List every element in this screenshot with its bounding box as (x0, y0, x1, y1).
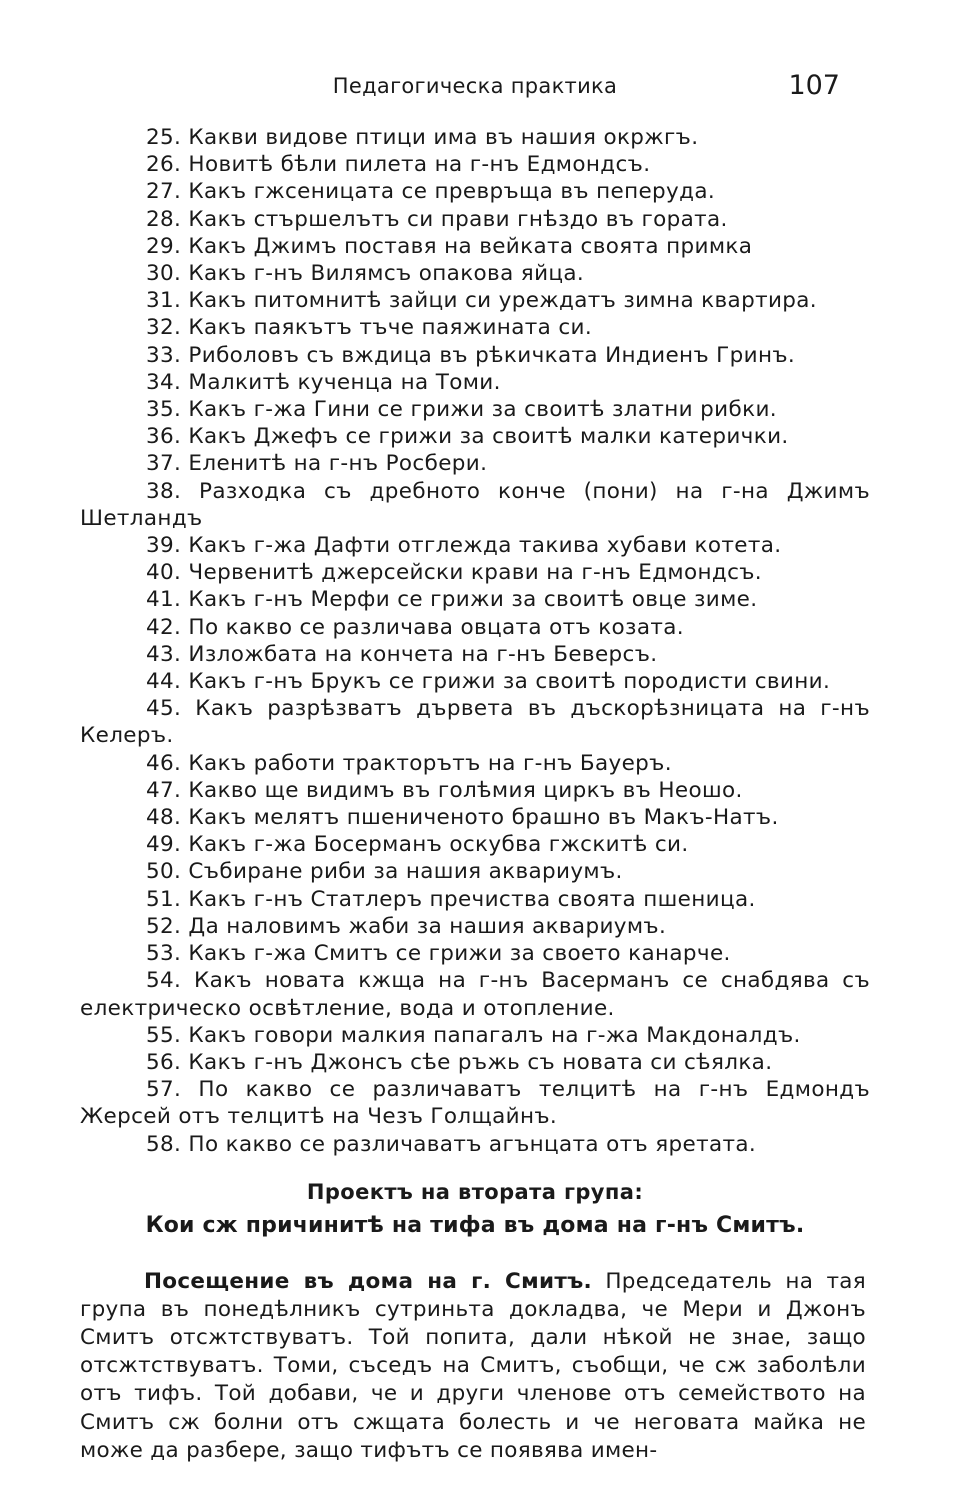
list-item: 26. Новитѣ бѣли пилета на г-нъ Едмондсъ. (146, 152, 651, 178)
paragraph-lead: Посещение въ дома на г. Смитъ. (144, 1268, 593, 1294)
list-item: 43. Изложбата на кончета на г-нъ Беверсъ. (146, 641, 658, 667)
list-item: 54. Какъ новата кжща на г-нъ Васерманъ се снабдява съ електрическо освѣтление, вода и отопление. (80, 968, 870, 1021)
running-title: Педагогическа практика (332, 74, 618, 98)
list-item: 55. Какъ говори малкия папагалъ на г-жа Макдоналдъ. (146, 1022, 801, 1048)
list-item: 31. Какъ питомнитѣ зайци си уреждатъ зимна квартира. (146, 288, 817, 314)
list-item: 58. По какво се различаватъ агънцата отъ яретата. (146, 1131, 757, 1157)
list-item: 25. Какви видове птици има въ нашия окржгъ. (146, 125, 699, 150)
list-item: 47. Какво ще видимъ въ голѣмия циркъ въ Неошо. (146, 777, 743, 803)
list-item: 34. Малкитѣ кученца на Томи. (146, 369, 501, 395)
list-item: 44. Какъ г-нъ Брукъ се грижи за своитѣ породисти свини. (146, 669, 831, 695)
project-subheading: Кои сж причинитѣ на тифа въ дома на г-нъ Смитъ. (145, 1213, 805, 1238)
list-item: 53. Какъ г-жа Смитъ се грижи за своето канарче. (146, 941, 731, 967)
list-item: 51. Какъ г-нъ Статлеръ пречиства своята пшеница. (146, 886, 756, 912)
list-item: 30. Какъ г-нъ Вилямсъ опакова яйца. (146, 261, 585, 287)
list-item: 38. Разходка съ дребното конче (пони) на г-на Джимъ Шетландъ (80, 478, 870, 531)
list-item: 52. Да наловимъ жаби за нашия аквариумъ. (146, 913, 667, 939)
list-item: 57. По какво се различаватъ телцитѣ на г-нъ Едмондъ Жерсей отъ телцитѣ на Чезъ Голщайнъ. (80, 1077, 870, 1130)
list-item: 56. Какъ г-нъ Джонсъ сѣе ръжь съ новата си сѣялка. (146, 1049, 773, 1075)
list-item: 36. Какъ Джефъ се грижи за своитѣ малки катерички. (146, 424, 789, 450)
list-item: 40. Червенитѣ джерсейски крави на г-нъ Едмондсъ. (146, 560, 762, 586)
list-item: 29. Какъ Джимъ поставя на вейката своята примка (146, 233, 753, 259)
paragraph-body: Председатель на тая група въ понедѣлникъ сутриньта докладва, че Мери и Джонъ Смитъ отсжтствуватъ. Той попита, дали нѣкой не знае, защо отсжтствуватъ. Томи, съседъ на Смитъ, съобщи, че сж заболѣли отъ тифъ. Той добави, че и други членове отъ семейството на Смитъ сж болни отъ сжщата болесть и че неговата майка не може да разбере, защо тифътъ се появява имен- (80, 1268, 866, 1463)
list-item: 37. Еленитѣ на г-нъ Росбери. (146, 451, 488, 477)
list-item: 28. Какъ стършелътъ си прави гнѣздо въ гората. (146, 206, 728, 232)
project-heading: Проектъ на втората група: (306, 1180, 644, 1204)
list-item: 41. Какъ г-нъ Мерфи се грижи за своитѣ овце зиме. (146, 587, 758, 613)
topic-list (80, 124, 870, 1158)
list-item: 48. Какъ мелятъ пшениченото брашно въ Макъ-Натъ. (146, 805, 779, 831)
list-item: 45. Какъ разрѣзватъ дървета въ дъскорѣзницата на г-нъ Келеръ. (80, 696, 870, 749)
page-number: 107 (788, 70, 840, 101)
list-item: 32. Какъ паякътъ тъче паяжината си. (146, 315, 592, 341)
list-item: 33. Риболовъ съ вждица въ рѣкичката Индиенъ Гринъ. (146, 342, 796, 368)
list-item: 50. Събиране риби за нашия аквариумъ. (146, 859, 623, 885)
body-paragraph (80, 1268, 866, 1465)
list-item: 46. Какъ работи тракторътъ на г-нъ Бауеръ. (146, 750, 672, 776)
list-item: 35. Какъ г-жа Гини се грижи за своитѣ златни рибки. (146, 397, 777, 423)
list-item: 39. Какъ г-жа Дафти отглежда такива хубави котета. (146, 533, 782, 559)
running-head (80, 70, 870, 104)
list-item: 27. Какъ гжсеницата се превръща въ пеперуда. (146, 179, 716, 205)
list-item: 49. Какъ г-жа Босерманъ оскубва гжскитѣ си. (146, 832, 689, 858)
list-item: 42. По какво се различава овцата отъ козата. (146, 614, 684, 640)
